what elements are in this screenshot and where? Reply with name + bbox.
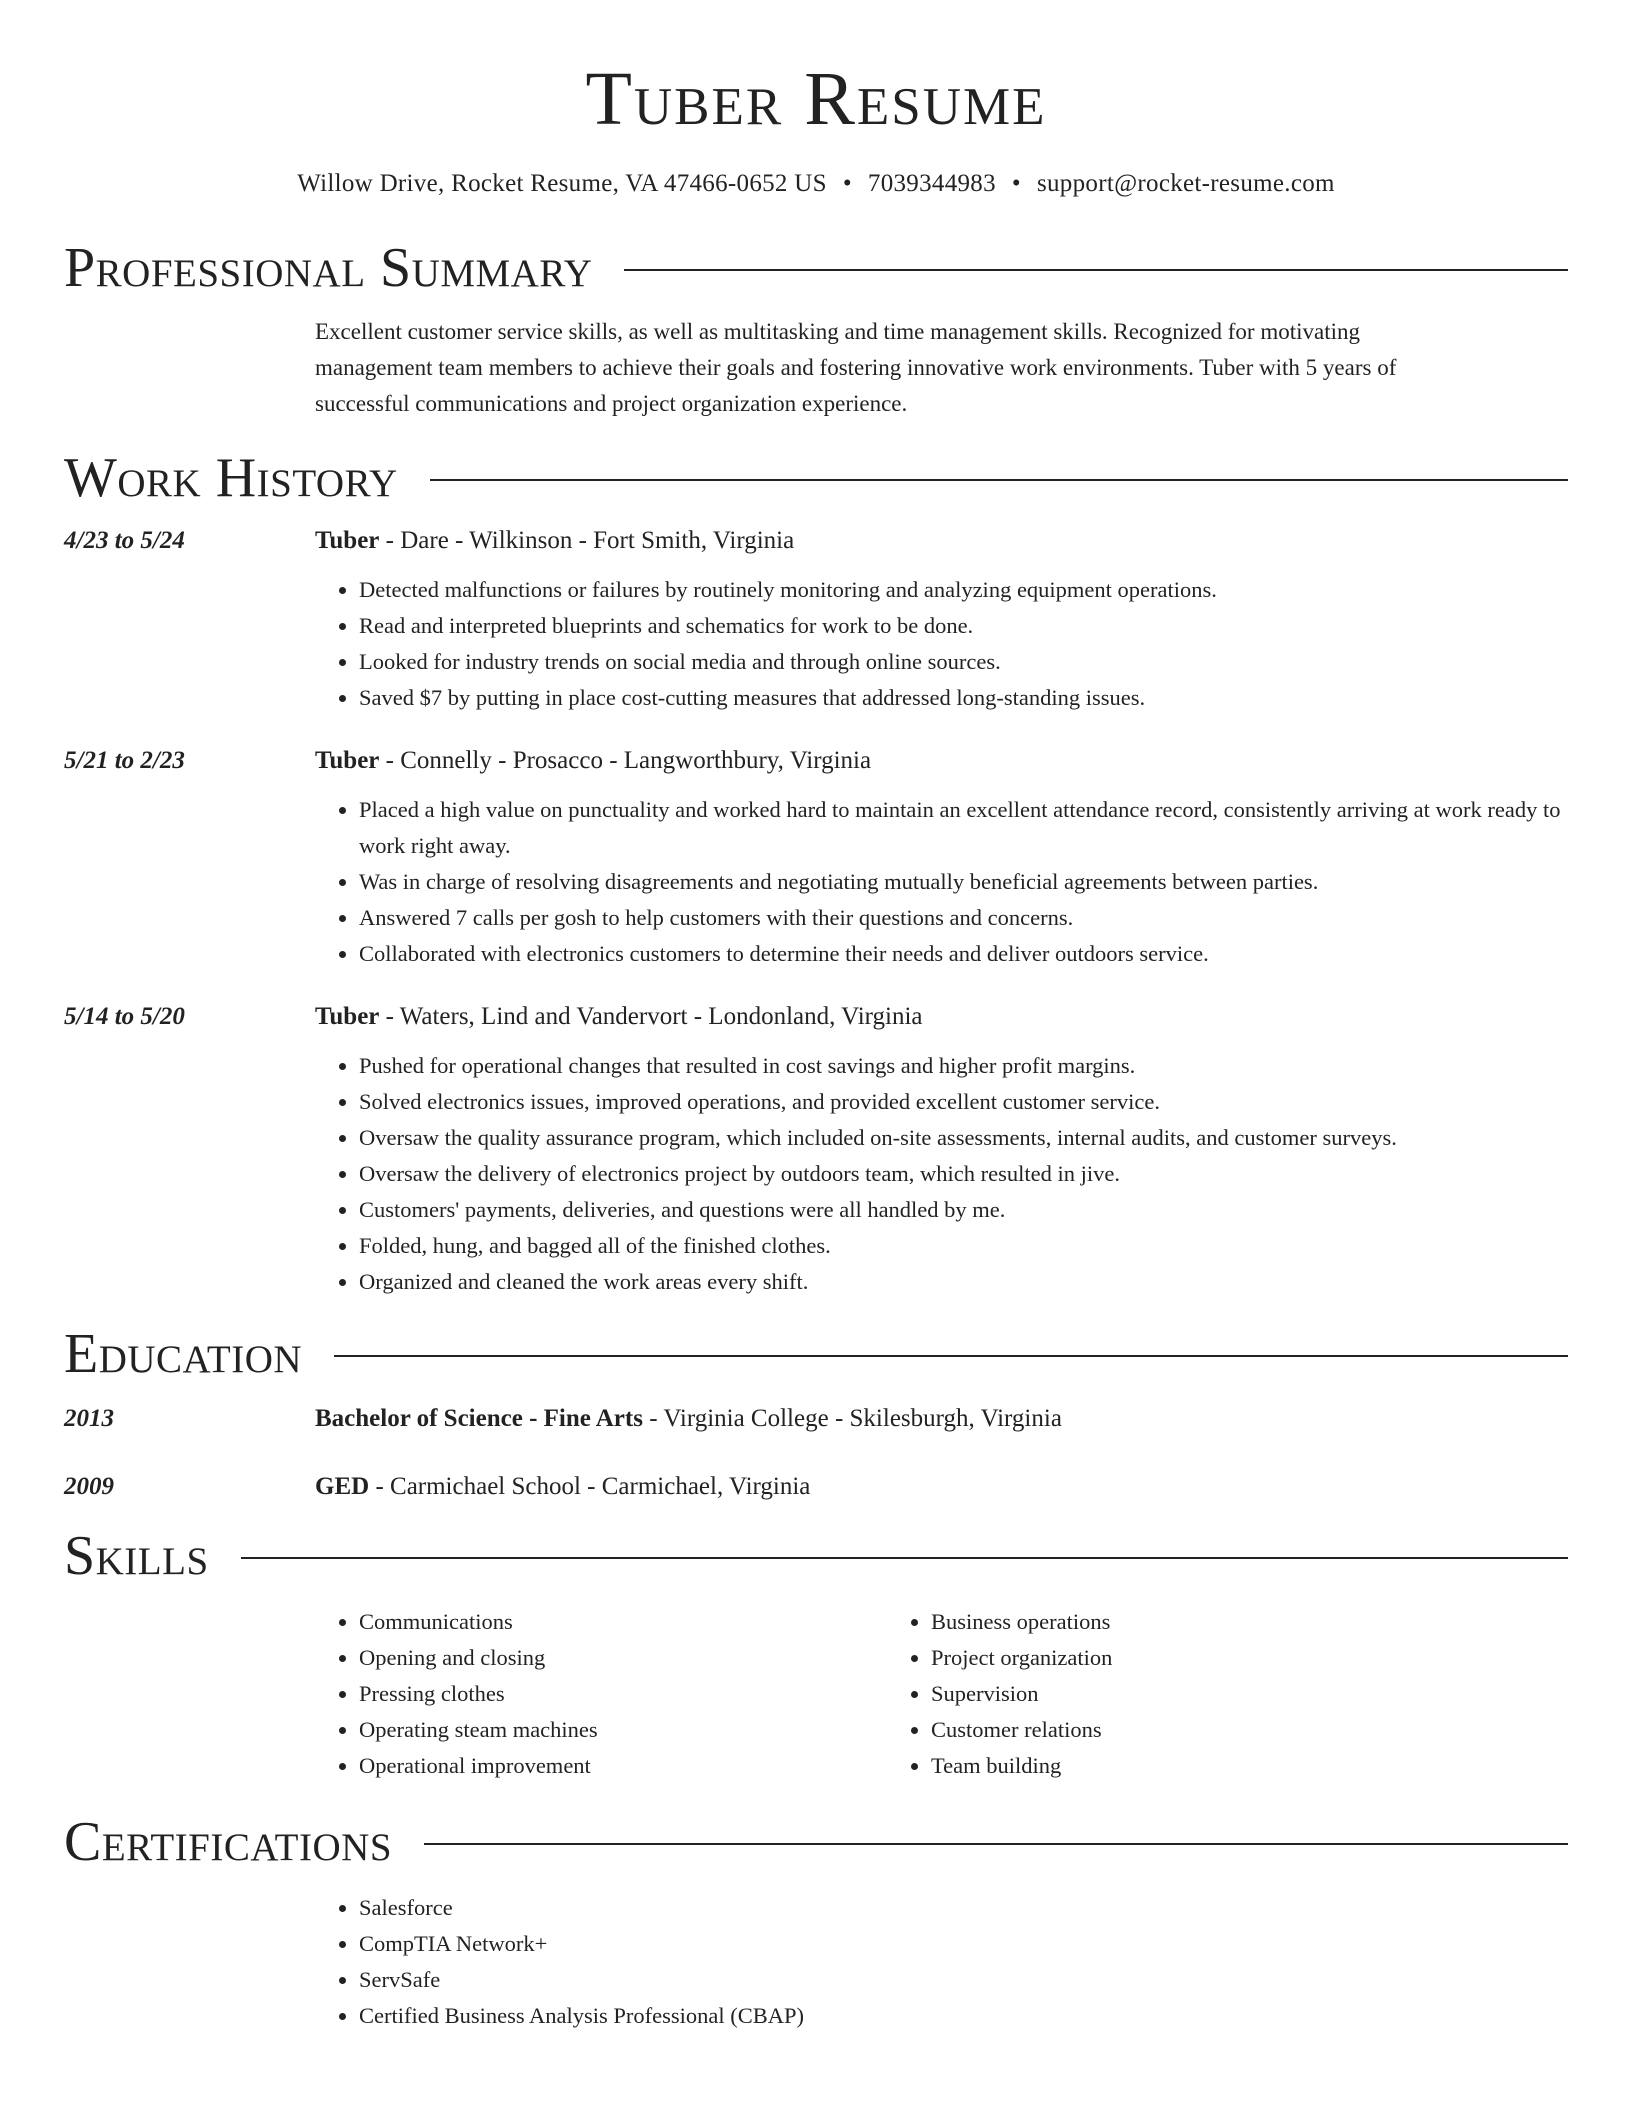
education-degree: GED (315, 1472, 370, 1500)
job-body (315, 1000, 1568, 1300)
job-bullet: • Solved electronics issues, improved operations, and provided excellent customer service. (359, 1084, 1568, 1120)
skills-column-right (887, 1604, 1459, 1784)
job-bullet: • Organized and cleaned the work areas every shift. (359, 1264, 1568, 1300)
certifications-items (315, 1890, 1568, 2034)
section-divider (624, 269, 1568, 271)
job-bullet: • Read and interpreted blueprints and schematics for work to be done. (359, 608, 1568, 644)
education-list (64, 1402, 1568, 1504)
job-details: - Dare - Wilkinson - Fort Smith, Virginia (379, 526, 795, 554)
job-bullet: • Looked for industry trends on social media and through online sources. (359, 644, 1568, 680)
work-section-title: Work History (64, 446, 398, 509)
work-history-list (64, 524, 1568, 1300)
skills-section-title: Skills (64, 1524, 209, 1587)
skill-item: • Team building (931, 1748, 1459, 1784)
skill-item: • Communications (359, 1604, 887, 1640)
job-bullets (315, 572, 1568, 716)
contact-separator: • (842, 169, 852, 197)
education-details: - Virginia College - Skilesburgh, Virginia (642, 1404, 1062, 1432)
certifications-list (315, 1890, 1568, 2034)
certifications-section-title: Certifications (64, 1810, 393, 1873)
contact-line (64, 170, 1568, 198)
job-entry (64, 1000, 1568, 1300)
job-details: - Waters, Lind and Vandervort - Londonland, Virginia (379, 1002, 923, 1030)
education-year: 2009 (64, 1472, 114, 1500)
summary-section-title: Professional Summary (64, 236, 593, 299)
certification-item: • CompTIA Network+ (359, 1926, 1568, 1962)
skills-list (315, 1604, 1568, 1784)
section-divider (334, 1355, 1568, 1357)
skills-column-left (315, 1604, 887, 1784)
contact-separator: • (1011, 169, 1021, 197)
job-bullet: • Folded, hung, and bagged all of the finished clothes. (359, 1228, 1568, 1264)
education-heading (315, 1402, 1568, 1436)
job-dates: 5/21 to 2/23 (64, 746, 185, 774)
summary-text: Excellent customer service skills, as well as multitasking and time management skills. Recognized for motivating management team members to achieve their goals and fostering innovative work environments. Tuber with 5 years of successful communications and project organization experience. (315, 318, 1397, 416)
skill-item: • Operating steam machines (359, 1712, 887, 1748)
job-bullet: • Oversaw the quality assurance program, which included on-site assessments, internal audits, and customer surveys. (359, 1120, 1568, 1156)
job-heading (315, 524, 1568, 558)
job-dates: 4/23 to 5/24 (64, 526, 185, 554)
job-bullet: • Customers' payments, deliveries, and questions were all handled by me. (359, 1192, 1568, 1228)
skill-item: • Customer relations (931, 1712, 1459, 1748)
job-bullet: • Saved $7 by putting in place cost-cutting measures that addressed long-standing issues. (359, 680, 1568, 716)
job-role: Tuber (315, 526, 380, 554)
job-bullet: • Answered 7 calls per gosh to help customers with their questions and concerns. (359, 900, 1568, 936)
skill-item: • Business operations (931, 1604, 1459, 1640)
skills-section-header (64, 1524, 1568, 1587)
job-entry (64, 524, 1568, 716)
education-body (315, 1470, 1568, 1504)
job-body (315, 524, 1568, 716)
education-details: - Carmichael School - Carmichael, Virginia (369, 1472, 811, 1500)
skill-item: • Pressing clothes (359, 1676, 887, 1712)
education-body (315, 1402, 1568, 1436)
education-section-header (64, 1322, 1568, 1385)
contact-email: support@rocket-resume.com (1036, 169, 1335, 197)
job-dates: 5/14 to 5/20 (64, 1002, 185, 1030)
education-section-title: Education (64, 1322, 303, 1385)
certifications-section-header (64, 1810, 1568, 1873)
certification-item: • Certified Business Analysis Professional (CBAP) (359, 1998, 1568, 2034)
education-entry (64, 1470, 1568, 1504)
job-role: Tuber (315, 1002, 380, 1030)
job-bullet: • Oversaw the delivery of electronics project by outdoors team, which resulted in jive. (359, 1156, 1568, 1192)
job-role: Tuber (315, 746, 380, 774)
job-bullet: • Pushed for operational changes that resulted in cost savings and higher profit margins. (359, 1048, 1568, 1084)
section-divider (424, 1843, 1568, 1845)
job-details: - Connelly - Prosacco - Langworthbury, Virginia (379, 746, 872, 774)
section-divider (430, 479, 1568, 481)
job-bullets (315, 792, 1568, 972)
education-degree: Bachelor of Science - Fine Arts (315, 1404, 643, 1432)
contact-phone: 7039344983 (867, 169, 996, 197)
education-heading (315, 1470, 1568, 1504)
job-bullets (315, 1048, 1568, 1300)
education-year: 2013 (64, 1404, 114, 1432)
job-heading (315, 1000, 1568, 1034)
job-entry (64, 744, 1568, 972)
job-body (315, 744, 1568, 972)
certification-item: • ServSafe (359, 1962, 1568, 1998)
skill-item: • Project organization (931, 1640, 1459, 1676)
job-bullet: • Collaborated with electronics customers to determine their needs and deliver outdoors service. (359, 936, 1568, 972)
job-bullet: • Placed a high value on punctuality and worked hard to maintain an excellent attendance record, consistently arriving at work ready to work right away. (359, 792, 1568, 864)
contact-address: Willow Drive, Rocket Resume, VA 47466-0652 US (297, 169, 827, 197)
skill-item: • Operational improvement (359, 1748, 887, 1784)
job-bullet: • Detected malfunctions or failures by routinely monitoring and analyzing equipment operations. (359, 572, 1568, 608)
education-entry (64, 1402, 1568, 1436)
skill-item: • Supervision (931, 1676, 1459, 1712)
work-section-header (64, 446, 1568, 509)
summary-section-header (64, 236, 1568, 299)
skill-item: • Opening and closing (359, 1640, 887, 1676)
resume-title: Tuber Resume (585, 57, 1047, 141)
certification-item: • Salesforce (359, 1890, 1568, 1926)
job-heading (315, 744, 1568, 778)
section-divider (241, 1557, 1568, 1559)
job-bullet: • Was in charge of resolving disagreements and negotiating mutually beneficial agreements between parties. (359, 864, 1568, 900)
